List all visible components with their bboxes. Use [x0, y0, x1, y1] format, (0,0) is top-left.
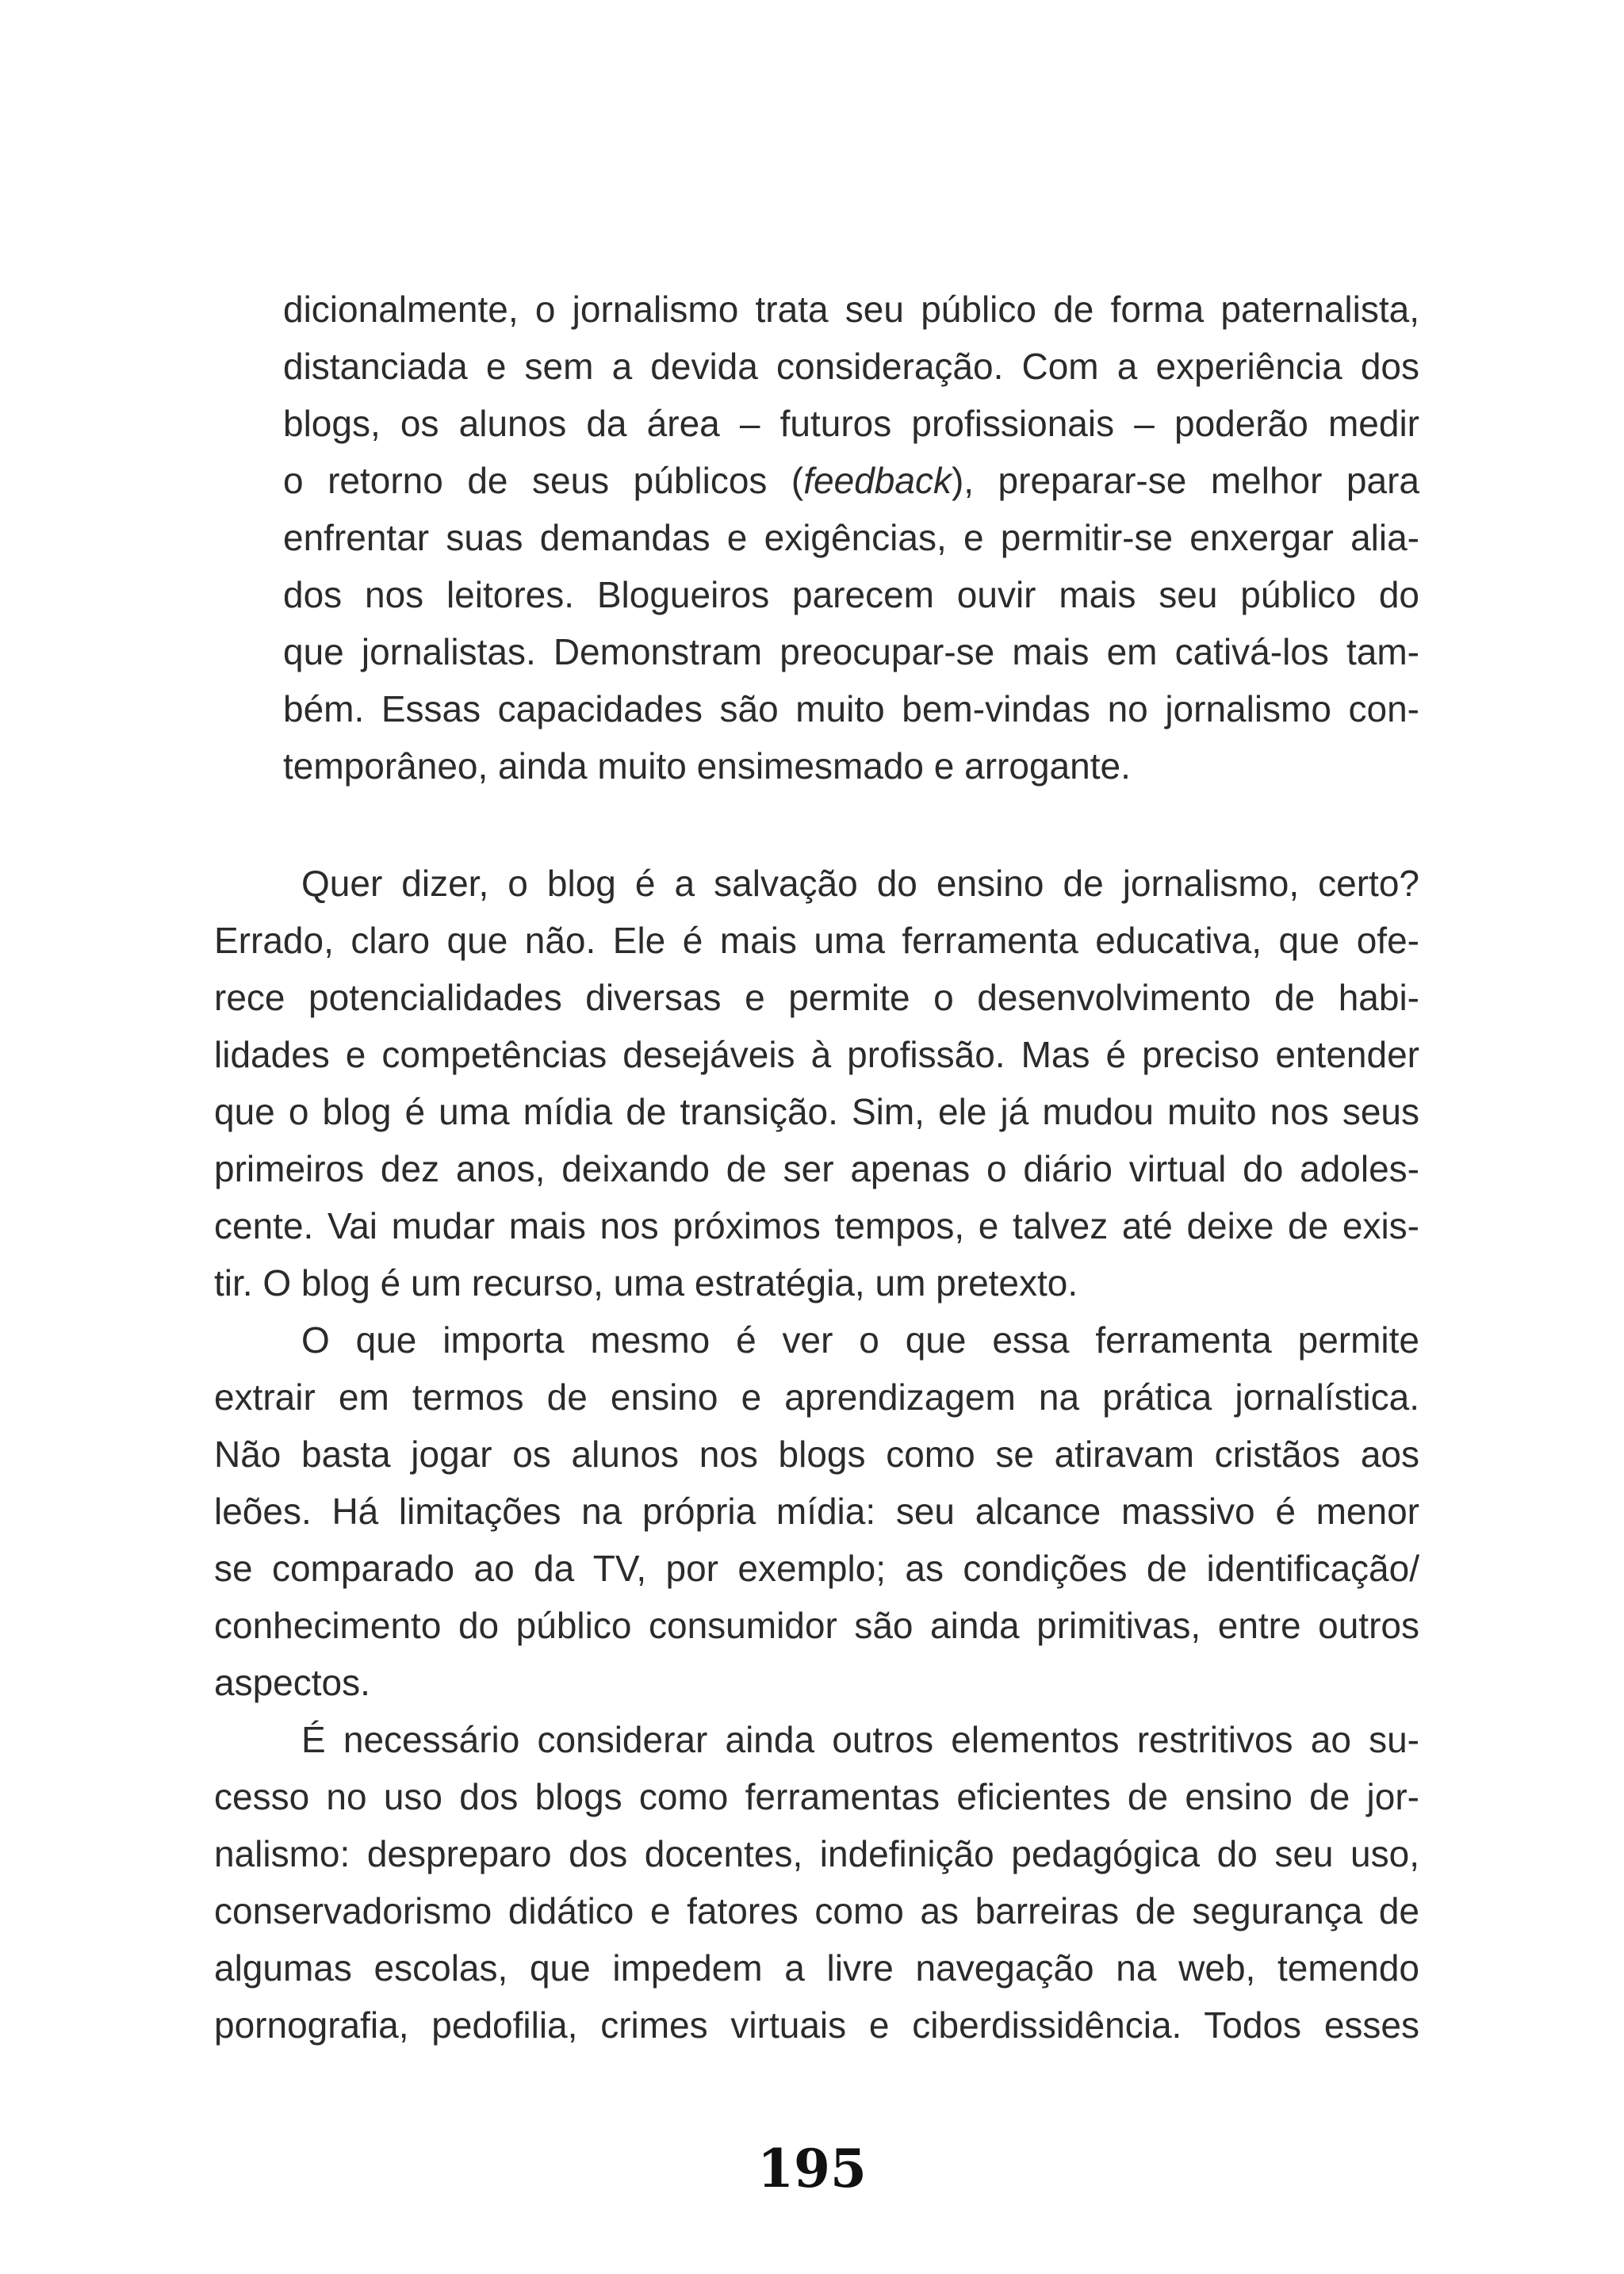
page-number: 195	[757, 2138, 867, 2199]
paragraph-line: cesso no uso dos blogs como ferramentas eficientes de ensino de jor-	[214, 1776, 1419, 1817]
quote-line-part: o retorno de seus públicos (	[283, 460, 804, 501]
paragraph-line: se comparado ao da TV, por exemplo; as condições de identificação/	[214, 1548, 1419, 1589]
paragraph-line: leões. Há limitações na própria mídia: seu alcance massivo é menor	[214, 1491, 1419, 1532]
paragraph-line: primeiros dez anos, deixando de ser apenas o diário virtual do adoles-	[214, 1148, 1419, 1189]
paragraph-line: pornografia, pedofilia, crimes virtuais e ciberdissidência. Todos esses	[214, 2004, 1419, 2046]
paragraph-line: nalismo: despreparo dos docentes, indefinição pedagógica do seu uso,	[214, 1833, 1419, 1874]
quote-line: blogs, os alunos da área – futuros profissionais – poderão medir	[283, 403, 1419, 444]
feedback-term: feedback	[803, 460, 952, 501]
quote-line: bém. Essas capacidades são muito bem-vindas no jornalismo con-	[283, 688, 1419, 729]
paragraph-line: rece potencialidades diversas e permite o desenvolvimento de habi-	[214, 977, 1419, 1018]
quote-line: enfrentar suas demandas e exigências, e permitir-se enxergar alia-	[283, 517, 1419, 558]
quote-line: dos nos leitores. Blogueiros parecem ouvir mais seu público do	[283, 574, 1419, 615]
paragraph-line: Não basta jogar os alunos nos blogs como se atiravam cristãos aos	[214, 1434, 1419, 1475]
paragraph-line: cente. Vai mudar mais nos próximos tempos, e talvez até deixe de exis-	[214, 1205, 1419, 1246]
paragraph-line: que o blog é uma mídia de transição. Sim, ele já mudou muito nos seus	[214, 1091, 1419, 1132]
quote-line: que jornalistas. Demonstram preocupar-se mais em cativá-los tam-	[283, 631, 1419, 672]
paragraph-line: Errado, claro que não. Ele é mais uma ferramenta educativa, que ofe-	[214, 920, 1419, 961]
paragraph-line: O que importa mesmo é ver o que essa ferramenta permite	[301, 1319, 1419, 1361]
paragraph-line: conservadorismo didático e fatores como as barreiras de segurança de	[214, 1890, 1419, 1931]
quote-line: dicionalmente, o jornalismo trata seu público de forma paternalista,	[283, 289, 1419, 330]
quote-line: temporâneo, ainda muito ensimesmado e arrogante.	[283, 745, 1131, 787]
quote-line-part: ), preparar-se melhor para	[951, 460, 1419, 501]
paragraph-line: lidades e competências desejáveis à profissão. Mas é preciso entender	[214, 1034, 1419, 1075]
paragraph-line: conhecimento do público consumidor são ainda primitivas, entre outros	[214, 1605, 1419, 1646]
paragraph-line: É necessário considerar ainda outros elementos restritivos ao su-	[301, 1719, 1419, 1760]
paragraph-line: aspectos.	[214, 1662, 370, 1703]
quote-line: distanciada e sem a devida consideração. Com a experiência dos	[283, 346, 1419, 387]
paragraph-line: algumas escolas, que impedem a livre navegação na web, temendo	[214, 1947, 1419, 1989]
paragraph-line: extrair em termos de ensino e aprendizagem na prática jornalística.	[214, 1376, 1419, 1418]
paragraph-line: tir. O blog é um recurso, uma estratégia, um pretexto.	[214, 1262, 1078, 1304]
quote-line	[283, 452, 1419, 509]
paragraph-line: Quer dizer, o blog é a salvação do ensino de jornalismo, certo?	[301, 863, 1419, 904]
